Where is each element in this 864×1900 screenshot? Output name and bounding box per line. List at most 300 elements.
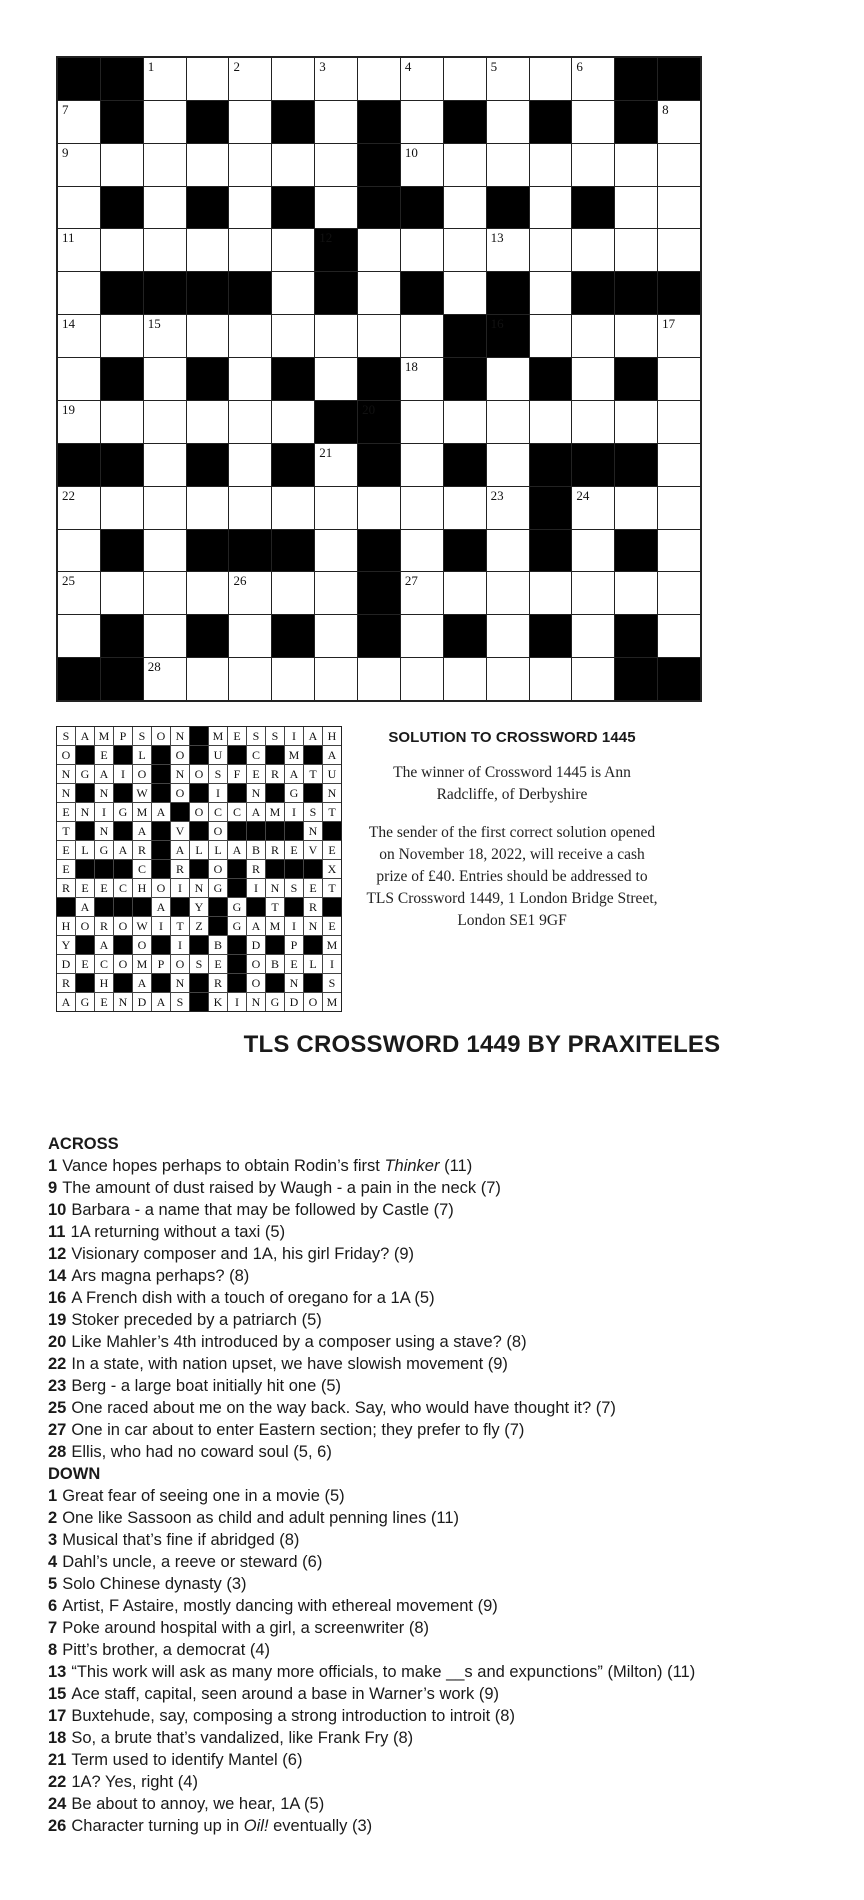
grid-cell[interactable] xyxy=(487,229,529,271)
grid-cell[interactable] xyxy=(444,487,486,529)
grid-block xyxy=(401,272,443,314)
clue-number: 1 xyxy=(48,1157,58,1175)
solution-letter: N xyxy=(323,784,341,802)
grid-cell[interactable] xyxy=(272,572,314,614)
clue-number: 5 xyxy=(48,1575,58,1593)
solution-letter: B xyxy=(266,955,284,973)
solution-letter: N xyxy=(57,765,75,783)
grid-cell[interactable] xyxy=(658,444,700,486)
solution-letter: E xyxy=(95,879,113,897)
solution-block xyxy=(190,936,208,954)
grid-cell[interactable] xyxy=(572,615,614,657)
solution-block xyxy=(285,860,303,878)
grid-cell[interactable] xyxy=(658,572,700,614)
grid-cell[interactable] xyxy=(530,272,572,314)
solution-letter: O xyxy=(304,993,322,1011)
solution-block xyxy=(190,822,208,840)
grid-cell[interactable] xyxy=(487,658,529,700)
clue-text: 1A returning without a taxi (5) xyxy=(70,1223,286,1241)
grid-cell[interactable] xyxy=(572,572,614,614)
grid-cell[interactable] xyxy=(658,187,700,229)
grid-cell[interactable] xyxy=(487,444,529,486)
grid-cell[interactable] xyxy=(487,144,529,186)
solution-block xyxy=(190,993,208,1011)
grid-cell[interactable] xyxy=(187,658,229,700)
grid-cell[interactable] xyxy=(144,444,186,486)
grid-cell[interactable] xyxy=(444,401,486,443)
grid-cell[interactable] xyxy=(144,315,186,357)
solution-letter: T xyxy=(171,917,189,935)
grid-cell[interactable] xyxy=(487,615,529,657)
clue-number: 16 xyxy=(48,1289,67,1307)
solution-letter: M xyxy=(323,936,341,954)
grid-block xyxy=(272,187,314,229)
grid-block xyxy=(315,272,357,314)
grid-cell[interactable] xyxy=(401,401,443,443)
clue-number: 17 xyxy=(662,316,676,332)
solution-letter: N xyxy=(171,765,189,783)
grid-cell[interactable] xyxy=(530,572,572,614)
grid-cell[interactable] xyxy=(144,401,186,443)
grid-cell[interactable] xyxy=(144,144,186,186)
grid-cell[interactable] xyxy=(401,101,443,143)
solution-letter: M xyxy=(133,803,151,821)
grid-cell[interactable] xyxy=(229,487,271,529)
grid-cell[interactable] xyxy=(272,272,314,314)
grid-block xyxy=(144,272,186,314)
solution-block xyxy=(228,879,246,897)
grid-cell[interactable] xyxy=(487,101,529,143)
grid-cell[interactable] xyxy=(572,487,614,529)
clue-number: 15 xyxy=(48,1685,67,1703)
grid-cell[interactable] xyxy=(58,401,100,443)
grid-block xyxy=(187,101,229,143)
grid-cell[interactable] xyxy=(229,658,271,700)
down-clue xyxy=(48,1683,848,1705)
grid-cell[interactable] xyxy=(101,572,143,614)
solution-letter: O xyxy=(133,765,151,783)
grid-cell[interactable] xyxy=(358,658,400,700)
solution-block xyxy=(209,917,227,935)
solution-letter: O xyxy=(190,803,208,821)
down-clue xyxy=(48,1551,848,1573)
grid-cell[interactable] xyxy=(101,315,143,357)
solution-letter: V xyxy=(304,841,322,859)
grid-cell[interactable] xyxy=(444,144,486,186)
solution-letter: M xyxy=(133,955,151,973)
clue-number: 4 xyxy=(48,1553,58,1571)
grid-cell[interactable] xyxy=(144,658,186,700)
grid-cell[interactable] xyxy=(401,615,443,657)
grid-cell[interactable] xyxy=(315,187,357,229)
grid-cell[interactable] xyxy=(530,58,572,100)
grid-cell[interactable] xyxy=(187,572,229,614)
grid-cell[interactable] xyxy=(272,401,314,443)
solution-letter: C xyxy=(95,955,113,973)
grid-cell[interactable] xyxy=(401,58,443,100)
grid-cell[interactable] xyxy=(229,358,271,400)
solution-letter: G xyxy=(95,841,113,859)
grid-cell[interactable] xyxy=(401,229,443,271)
clue-text: A French dish with a touch of oregano for a 1A (5) xyxy=(71,1289,435,1307)
grid-cell[interactable] xyxy=(487,358,529,400)
solution-block xyxy=(76,746,94,764)
grid-cell[interactable] xyxy=(144,615,186,657)
grid-block xyxy=(615,272,657,314)
grid-cell[interactable] xyxy=(229,615,271,657)
grid-cell[interactable] xyxy=(144,101,186,143)
solution-letter: E xyxy=(209,955,227,973)
grid-block xyxy=(444,530,486,572)
solution-letter: E xyxy=(285,955,303,973)
grid-cell[interactable] xyxy=(315,487,357,529)
solution-letter: D xyxy=(285,993,303,1011)
solution-block xyxy=(266,746,284,764)
solution-letter: I xyxy=(171,936,189,954)
solution-letter: O xyxy=(247,955,265,973)
clue-text: Pitt’s brother, a democrat (4) xyxy=(62,1641,271,1659)
solution-letter: N xyxy=(171,974,189,992)
grid-cell[interactable] xyxy=(229,229,271,271)
clue-text: 1A? Yes, right (4) xyxy=(71,1773,198,1791)
down-clue xyxy=(48,1705,848,1727)
grid-cell[interactable] xyxy=(144,487,186,529)
grid-cell[interactable] xyxy=(444,229,486,271)
grid-cell[interactable] xyxy=(401,358,443,400)
grid-cell[interactable] xyxy=(615,144,657,186)
grid-cell[interactable] xyxy=(187,487,229,529)
grid-cell[interactable] xyxy=(358,229,400,271)
grid-cell[interactable] xyxy=(487,487,529,529)
grid-cell[interactable] xyxy=(315,530,357,572)
grid-cell[interactable] xyxy=(315,572,357,614)
clue-text: Like Mahler’s 4th introduced by a composer using a stave? (8) xyxy=(71,1333,527,1351)
grid-cell[interactable] xyxy=(401,530,443,572)
grid-cell[interactable] xyxy=(101,144,143,186)
grid-cell[interactable] xyxy=(229,58,271,100)
grid-cell[interactable] xyxy=(58,101,100,143)
grid-cell[interactable] xyxy=(58,530,100,572)
solution-letter: A xyxy=(133,974,151,992)
solution-letter: E xyxy=(95,746,113,764)
solution-letter: R xyxy=(171,860,189,878)
down-clue xyxy=(48,1573,848,1595)
solution-letter: L xyxy=(209,841,227,859)
grid-cell[interactable] xyxy=(58,358,100,400)
solution-letter: A xyxy=(323,746,341,764)
solution-letter: I xyxy=(171,879,189,897)
solution-letter: B xyxy=(247,841,265,859)
grid-cell[interactable] xyxy=(315,101,357,143)
grid-cell[interactable] xyxy=(658,144,700,186)
solution-letter: L xyxy=(190,841,208,859)
solution-block xyxy=(152,936,170,954)
grid-cell[interactable] xyxy=(144,187,186,229)
grid-block xyxy=(530,530,572,572)
grid-block xyxy=(101,187,143,229)
solution-letter: A xyxy=(247,917,265,935)
grid-cell[interactable] xyxy=(358,487,400,529)
grid-cell[interactable] xyxy=(229,187,271,229)
grid-cell[interactable] xyxy=(144,58,186,100)
solution-block xyxy=(304,860,322,878)
solution-letter: R xyxy=(266,841,284,859)
grid-cell[interactable] xyxy=(658,229,700,271)
grid-cell[interactable] xyxy=(487,58,529,100)
solution-letter: I xyxy=(209,784,227,802)
solution-letter: I xyxy=(285,727,303,745)
grid-block xyxy=(530,358,572,400)
grid-cell[interactable] xyxy=(315,358,357,400)
grid-cell[interactable] xyxy=(58,615,100,657)
grid-cell[interactable] xyxy=(658,615,700,657)
across-clue xyxy=(48,1287,848,1309)
clue-number: 7 xyxy=(62,101,69,117)
clue-number: 2 xyxy=(233,59,240,74)
grid-cell[interactable] xyxy=(58,144,100,186)
grid-cell[interactable] xyxy=(530,401,572,443)
grid-block xyxy=(530,615,572,657)
clue-number: 24 xyxy=(48,1795,67,1813)
solution-letter: N xyxy=(247,784,265,802)
grid-cell[interactable] xyxy=(187,315,229,357)
solution-letter: A xyxy=(76,727,94,745)
grid-cell[interactable] xyxy=(101,487,143,529)
solution-letter: G xyxy=(285,784,303,802)
clue-number: 12 xyxy=(319,230,333,246)
solution-letter: E xyxy=(285,841,303,859)
grid-cell[interactable] xyxy=(229,572,271,614)
solution-letter: R xyxy=(57,879,75,897)
solution-letter: E xyxy=(57,803,75,821)
solution-letter: N xyxy=(266,879,284,897)
grid-cell[interactable] xyxy=(658,315,700,357)
grid-cell[interactable] xyxy=(572,358,614,400)
solution-letter: R xyxy=(57,974,75,992)
solution-letter: L xyxy=(304,955,322,973)
grid-cell[interactable] xyxy=(229,401,271,443)
grid-cell[interactable] xyxy=(358,272,400,314)
grid-cell[interactable] xyxy=(101,401,143,443)
grid-cell[interactable] xyxy=(272,487,314,529)
grid-cell[interactable] xyxy=(572,658,614,700)
grid-block xyxy=(615,58,657,100)
clue-text: One like Sassoon as child and adult penning lines (11) xyxy=(62,1509,460,1527)
solution-letter: A xyxy=(228,841,246,859)
grid-block xyxy=(272,101,314,143)
across-clue xyxy=(48,1397,848,1419)
grid-cell[interactable] xyxy=(229,315,271,357)
prize-text: The sender of the first correct solution opened on November 18, 2022, will receive a cash prize of £40. Entries should be addressed to TLS Crossword 1449, 1 London Bridge Street, London SE1 9GF xyxy=(366,824,658,929)
clue-text: Ars magna perhaps? (8) xyxy=(71,1267,250,1285)
solution-letter: V xyxy=(171,822,189,840)
clue-number: 11 xyxy=(48,1223,66,1241)
grid-cell[interactable] xyxy=(187,401,229,443)
down-clue xyxy=(48,1529,848,1551)
solution-letter: G xyxy=(266,993,284,1011)
winner-text: The winner of Crossword 1445 is Ann Radcliffe, of Derbyshire xyxy=(393,764,631,803)
down-clue xyxy=(48,1617,848,1639)
solution-letter: S xyxy=(57,727,75,745)
grid-cell[interactable] xyxy=(315,58,357,100)
grid-cell[interactable] xyxy=(58,187,100,229)
solution-letter: I xyxy=(247,879,265,897)
grid-cell[interactable] xyxy=(315,444,357,486)
solution-letter: R xyxy=(247,860,265,878)
solution-letter: O xyxy=(114,917,132,935)
grid-cell[interactable] xyxy=(530,658,572,700)
grid-block xyxy=(272,444,314,486)
grid-cell[interactable] xyxy=(572,58,614,100)
grid-cell[interactable] xyxy=(615,187,657,229)
grid-cell[interactable] xyxy=(58,487,100,529)
grid-cell[interactable] xyxy=(572,530,614,572)
grid-cell[interactable] xyxy=(58,315,100,357)
clue-text: Dahl’s uncle, a reeve or steward (6) xyxy=(62,1553,323,1571)
puzzle-title: TLS CROSSWORD 1449 BY PRAXITELES xyxy=(243,1031,721,1058)
grid-cell[interactable] xyxy=(658,358,700,400)
grid-block xyxy=(358,144,400,186)
grid-cell[interactable] xyxy=(187,58,229,100)
grid-cell[interactable] xyxy=(572,144,614,186)
grid-block xyxy=(530,444,572,486)
grid-cell[interactable] xyxy=(572,315,614,357)
solution-letter: A xyxy=(133,822,151,840)
grid-cell[interactable] xyxy=(530,144,572,186)
down-clue-list xyxy=(48,1485,848,1837)
down-heading: DOWN xyxy=(48,1465,101,1483)
grid-cell[interactable] xyxy=(272,658,314,700)
solution-letter: O xyxy=(209,860,227,878)
grid-cell[interactable] xyxy=(144,530,186,572)
down-clue xyxy=(48,1727,848,1749)
solution-letter: U xyxy=(323,765,341,783)
grid-cell[interactable] xyxy=(444,58,486,100)
solution-block xyxy=(57,898,75,916)
grid-cell[interactable] xyxy=(272,315,314,357)
clue-number: 6 xyxy=(48,1597,58,1615)
grid-cell[interactable] xyxy=(229,144,271,186)
grid-cell[interactable] xyxy=(530,229,572,271)
grid-cell[interactable] xyxy=(487,401,529,443)
down-clue xyxy=(48,1815,848,1837)
grid-cell[interactable] xyxy=(658,101,700,143)
grid-cell[interactable] xyxy=(272,144,314,186)
clue-number: 9 xyxy=(48,1179,58,1197)
clue-text: Buxtehude, say, composing a strong introduction to introit (8) xyxy=(71,1707,515,1725)
grid-cell[interactable] xyxy=(530,187,572,229)
grid-cell[interactable] xyxy=(58,572,100,614)
solution-letter: I xyxy=(95,803,113,821)
grid-cell[interactable] xyxy=(572,229,614,271)
grid-cell[interactable] xyxy=(272,58,314,100)
grid-cell[interactable] xyxy=(444,572,486,614)
grid-cell[interactable] xyxy=(187,229,229,271)
grid-cell[interactable] xyxy=(444,658,486,700)
clue-number: 25 xyxy=(62,573,75,589)
grid-cell[interactable] xyxy=(572,401,614,443)
solution-block xyxy=(228,822,246,840)
across-clue xyxy=(48,1441,848,1463)
clue-text: “This work will ask as many more officials, to make __s and expunctions” (Milton) (11) xyxy=(71,1663,696,1681)
solution-letter: O xyxy=(57,746,75,764)
grid-block xyxy=(358,187,400,229)
clue-text: Artist, F Astaire, mostly dancing with ethereal movement (9) xyxy=(62,1597,498,1615)
grid-cell[interactable] xyxy=(615,229,657,271)
grid-cell[interactable] xyxy=(444,187,486,229)
grid-cell[interactable] xyxy=(615,572,657,614)
grid-cell[interactable] xyxy=(315,315,357,357)
grid-cell[interactable] xyxy=(315,144,357,186)
solution-letter: E xyxy=(323,917,341,935)
grid-cell[interactable] xyxy=(144,572,186,614)
grid-cell[interactable] xyxy=(358,58,400,100)
grid-cell[interactable] xyxy=(315,615,357,657)
clue-number: 7 xyxy=(48,1619,58,1637)
grid-block xyxy=(615,658,657,700)
grid-cell[interactable] xyxy=(101,229,143,271)
grid-cell[interactable] xyxy=(401,572,443,614)
grid-block xyxy=(272,358,314,400)
grid-cell[interactable] xyxy=(229,101,271,143)
solution-letter: I xyxy=(323,955,341,973)
solution-letter: O xyxy=(76,917,94,935)
solution-letter: N xyxy=(304,917,322,935)
solution-block xyxy=(114,822,132,840)
grid-cell[interactable] xyxy=(658,530,700,572)
solution-block xyxy=(133,898,151,916)
grid-cell[interactable] xyxy=(615,487,657,529)
grid-cell[interactable] xyxy=(401,658,443,700)
grid-block xyxy=(315,401,357,443)
grid-block xyxy=(658,58,700,100)
grid-cell[interactable] xyxy=(58,272,100,314)
grid-cell[interactable] xyxy=(658,487,700,529)
across-clue xyxy=(48,1199,848,1221)
clue-number: 8 xyxy=(662,101,669,117)
grid-cell[interactable] xyxy=(487,530,529,572)
grid-cell[interactable] xyxy=(358,315,400,357)
grid-cell[interactable] xyxy=(530,315,572,357)
grid-cell[interactable] xyxy=(615,315,657,357)
grid-block xyxy=(444,615,486,657)
clue-number: 27 xyxy=(48,1421,67,1439)
grid-cell[interactable] xyxy=(187,144,229,186)
grid-cell[interactable] xyxy=(144,229,186,271)
grid-cell[interactable] xyxy=(572,101,614,143)
grid-cell[interactable] xyxy=(58,229,100,271)
solution-letter: O xyxy=(190,765,208,783)
solution-letter: G xyxy=(209,879,227,897)
grid-cell[interactable] xyxy=(401,144,443,186)
clue-number: 17 xyxy=(48,1707,67,1725)
grid-cell[interactable] xyxy=(315,658,357,700)
grid-cell[interactable] xyxy=(272,229,314,271)
grid-cell[interactable] xyxy=(615,401,657,443)
grid-block xyxy=(101,444,143,486)
grid-cell[interactable] xyxy=(487,572,529,614)
grid-cell[interactable] xyxy=(444,272,486,314)
grid-cell[interactable] xyxy=(658,401,700,443)
solution-letter: S xyxy=(285,879,303,897)
grid-cell[interactable] xyxy=(401,315,443,357)
grid-cell[interactable] xyxy=(229,444,271,486)
solution-letter: H xyxy=(57,917,75,935)
solution-panel xyxy=(362,726,662,932)
grid-cell[interactable] xyxy=(401,444,443,486)
grid-cell[interactable] xyxy=(144,358,186,400)
grid-cell[interactable] xyxy=(401,487,443,529)
